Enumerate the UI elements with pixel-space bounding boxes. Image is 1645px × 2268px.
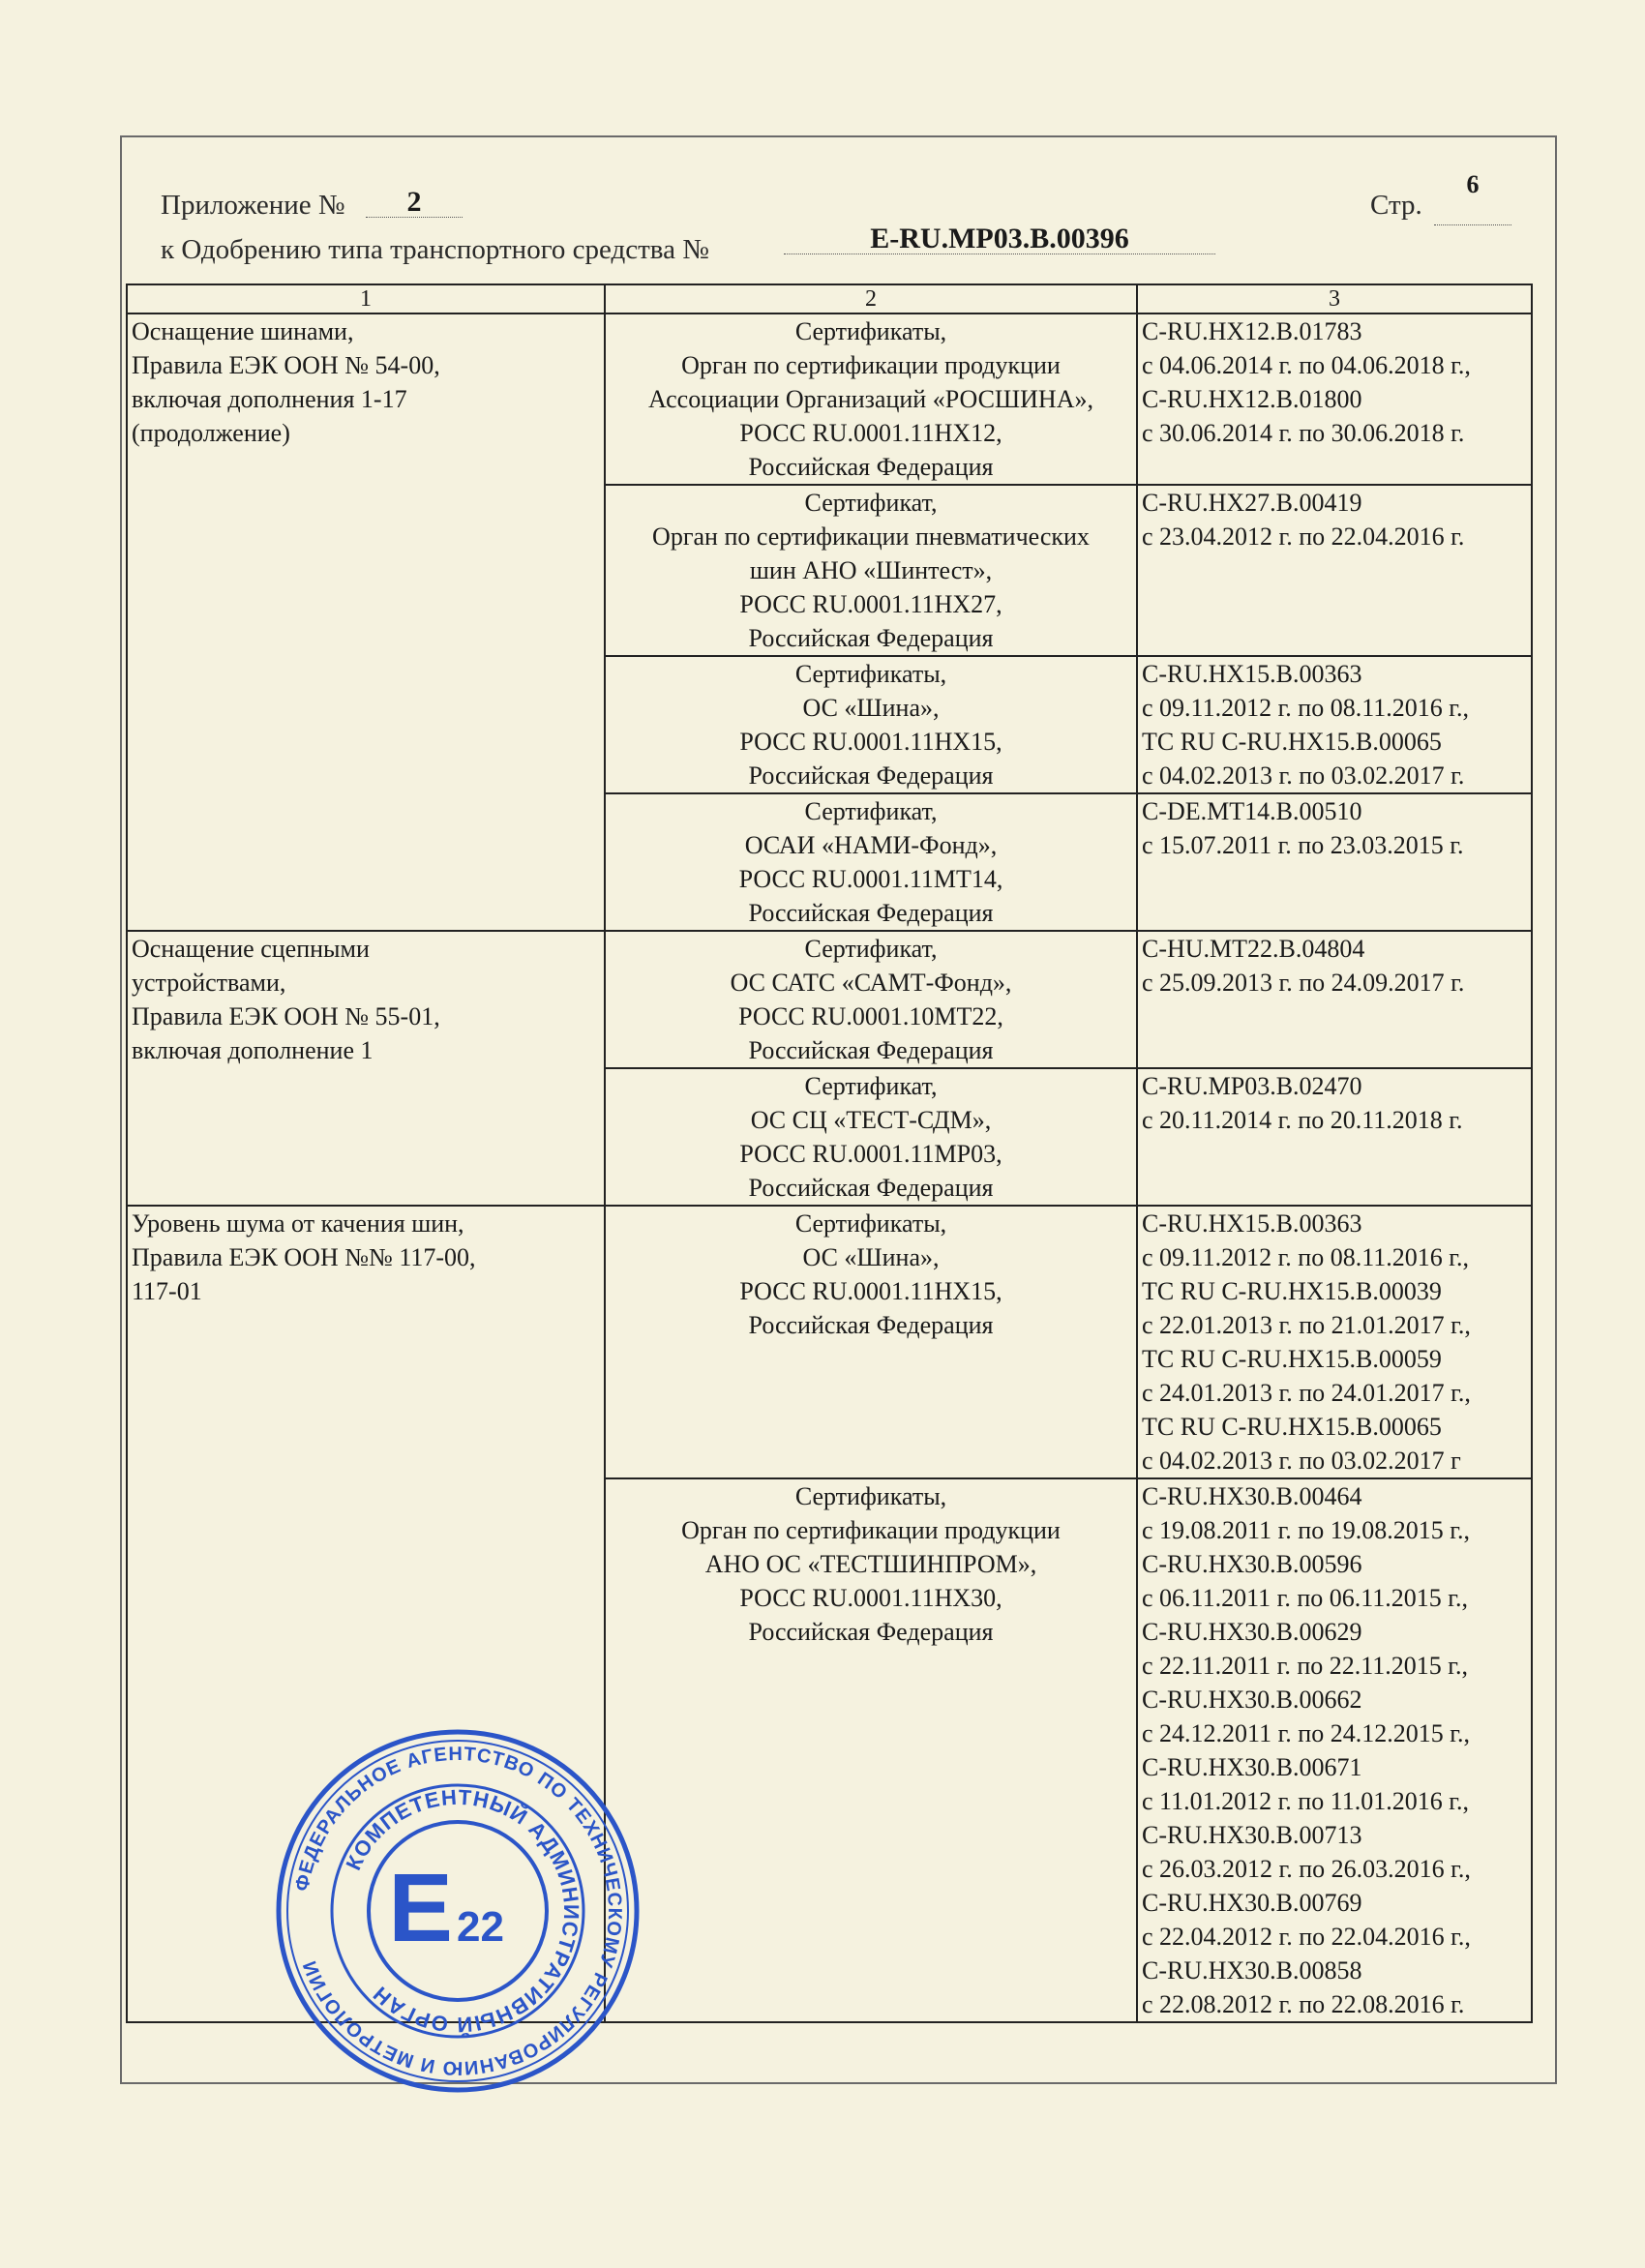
- certifying-body-line: Сертификаты,: [794, 317, 947, 345]
- certificate-line: с 25.09.2013 г. по 24.09.2017 г.: [1142, 969, 1465, 997]
- certifying-body-line: Сертификаты,: [794, 1209, 947, 1238]
- requirement-line: Уровень шума от качения шин,: [132, 1209, 464, 1238]
- certificate-line: C-RU.HX27.B.00419: [1142, 489, 1362, 517]
- certificate-cell: [1137, 485, 1532, 656]
- column-header: 1: [127, 284, 605, 313]
- certificate-line: с 24.12.2011 г. по 24.12.2015 г.,: [1142, 1719, 1470, 1747]
- svg-text:КОМПЕТЕНТНЫЙ АДМИНИСТРАТИВНЫЙ: КОМПЕТЕНТНЫЙ АДМИНИСТРАТИВНЫЙ ОРГАН: [341, 1784, 584, 2038]
- certifying-body-line: Сертификаты,: [794, 1482, 947, 1510]
- certifying-body-line: ОС СЦ «ТЕСТ-СДМ»,: [750, 1106, 992, 1134]
- certifying-body-line: Сертификат,: [804, 935, 938, 963]
- certifying-body-line: РОСС RU.0001.11НХ27,: [739, 590, 1002, 618]
- certifying-body-line: РОСС RU.0001.11НХ30,: [739, 1584, 1002, 1612]
- certifying-body-line: Орган по сертификации пневматических: [652, 522, 1090, 551]
- svg-text:E: E: [388, 1854, 453, 1962]
- certifying-body-line: РОСС RU.0001.11НХ15,: [739, 1277, 1002, 1305]
- certifying-body-line: ОС «Шина»,: [802, 1243, 940, 1271]
- certificate-line: с 23.04.2012 г. по 22.04.2016 г.: [1142, 522, 1465, 551]
- certifying-body-line: ОС «Шина»,: [802, 694, 940, 722]
- requirement-line: (продолжение): [132, 419, 290, 447]
- certificate-line: C-RU.HX30.B.00858: [1142, 1956, 1362, 1984]
- certifying-body-line: Сертификаты,: [794, 660, 947, 688]
- certificate-line: с 06.11.2011 г. по 06.11.2015 г.,: [1142, 1584, 1469, 1612]
- certifying-body-line: Российская Федерация: [748, 1036, 994, 1064]
- table-row: [127, 1206, 1532, 1478]
- certifying-body-line: шин АНО «Шинтест»,: [749, 556, 993, 584]
- certifying-body-cell: [605, 313, 1137, 485]
- certifying-body-line: Российская Федерация: [748, 761, 994, 790]
- certificate-cell: [1137, 656, 1532, 793]
- certificate-line: C-RU.HX30.B.00596: [1142, 1550, 1362, 1578]
- page-label: Стр.: [1370, 190, 1422, 221]
- certificate-cell: [1137, 1206, 1532, 1478]
- certificate-line: с 15.07.2011 г. по 23.03.2015 г.: [1142, 831, 1464, 859]
- requirement-line: устройствами,: [132, 969, 286, 997]
- table-header-row: [127, 284, 1532, 313]
- requirement-line: Правила ЕЭК ООН №№ 117-00,: [132, 1243, 476, 1271]
- requirement-line: 117-01: [132, 1277, 202, 1305]
- certificate-line: C-RU.HX12.B.01783: [1142, 317, 1362, 345]
- appendix-label: Приложение №: [161, 190, 345, 221]
- requirement-line: Правила ЕЭК ООН № 54-00,: [132, 351, 440, 379]
- certifying-body-line: Орган по сертификации продукции: [681, 351, 1061, 379]
- certifying-body-cell: [605, 793, 1137, 931]
- requirement-line: Правила ЕЭК ООН № 55-01,: [132, 1002, 440, 1030]
- certifying-body-line: Сертификат,: [804, 1072, 938, 1100]
- page-number: 6: [1434, 170, 1511, 225]
- official-seal: [273, 1726, 643, 2096]
- certificate-line: TC RU C-RU.HX15.B.00065: [1142, 728, 1442, 756]
- certifying-body-line: Сертификат,: [804, 489, 938, 517]
- certificate-line: C-DE.MT14.B.00510: [1142, 797, 1362, 825]
- certificate-line: с 04.06.2014 г. по 04.06.2018 г.,: [1142, 351, 1471, 379]
- requirement-cell: [127, 313, 605, 931]
- requirement-line: Оснащение шинами,: [132, 317, 354, 345]
- certifying-body-line: Орган по сертификации продукции: [681, 1516, 1061, 1544]
- certifying-body-line: РОСС RU.0001.10МТ22,: [738, 1002, 1003, 1030]
- certificate-line: C-RU.HX30.B.00629: [1142, 1618, 1362, 1646]
- certificate-cell: [1137, 1068, 1532, 1206]
- column-header: 2: [605, 284, 1137, 313]
- certifying-body-cell: [605, 931, 1137, 1068]
- certificate-cell: [1137, 793, 1532, 931]
- certificate-line: с 09.11.2012 г. по 08.11.2016 г.,: [1142, 1243, 1469, 1271]
- certificate-line: с 04.02.2013 г. по 03.02.2017 г.: [1142, 761, 1465, 790]
- certifying-body-cell: [605, 1068, 1137, 1206]
- certificate-cell: [1137, 1478, 1532, 2022]
- svg-text:ФЕДЕРАЛЬНОЕ АГЕНТСТВО ПО ТЕХНИ: ФЕДЕРАЛЬНОЕ АГЕНТСТВО ПО ТЕХНИЧЕСКОМУ РЕГУЛИРОВАНИЮ И МЕТРОЛОГИИ: [291, 1743, 626, 2079]
- certifying-body-line: Российская Федерация: [748, 1174, 994, 1202]
- certificate-line: с 11.01.2012 г. по 11.01.2016 г.,: [1142, 1787, 1469, 1815]
- table-row: [127, 313, 1532, 485]
- requirement-line: Оснащение сцепными: [132, 935, 370, 963]
- certifying-body-line: АНО ОС «ТЕСТШИНПРОМ»,: [704, 1550, 1037, 1578]
- certificate-line: с 22.11.2011 г. по 22.11.2015 г.,: [1142, 1652, 1469, 1680]
- certificate-line: с 22.04.2012 г. по 22.04.2016 г.,: [1142, 1923, 1471, 1951]
- certifying-body-line: РОСС RU.0001.11МТ14,: [738, 865, 1003, 893]
- requirement-line: включая дополнение 1: [132, 1036, 374, 1064]
- certificate-line: с 20.11.2014 г. по 20.11.2018 г.: [1142, 1106, 1463, 1134]
- certificate-line: TC RU C-RU.HX15.B.00039: [1142, 1277, 1442, 1305]
- certificate-cell: [1137, 313, 1532, 485]
- certificate-line: с 04.02.2013 г. по 03.02.2017 г: [1142, 1447, 1461, 1475]
- certificate-line: C-RU.HX15.B.00363: [1142, 1209, 1362, 1238]
- certifying-body-line: Российская Федерация: [748, 1618, 994, 1646]
- certificate-cell: [1137, 931, 1532, 1068]
- certificate-line: TC RU C-RU.HX15.B.00059: [1142, 1345, 1442, 1373]
- certificate-line: C-RU.HX30.B.00662: [1142, 1686, 1362, 1714]
- appendix-number: 2: [366, 188, 463, 218]
- certificate-line: с 22.01.2013 г. по 21.01.2017 г.,: [1142, 1311, 1471, 1339]
- certifying-body-line: РОСС RU.0001.11НХ12,: [739, 419, 1002, 447]
- certificate-line: с 26.03.2012 г. по 26.03.2016 г.,: [1142, 1855, 1471, 1883]
- approval-label: к Одобрению типа транспортного средства №: [161, 234, 709, 265]
- certifying-body-line: Российская Федерация: [748, 453, 994, 481]
- certificate-line: с 24.01.2013 г. по 24.01.2017 г.,: [1142, 1379, 1471, 1407]
- certificate-line: с 09.11.2012 г. по 08.11.2016 г.,: [1142, 694, 1469, 722]
- certifying-body-line: Сертификат,: [804, 797, 938, 825]
- svg-text:22: 22: [457, 1903, 504, 1951]
- certificate-line: C-RU.HX30.B.00769: [1142, 1889, 1362, 1917]
- table-row: [127, 931, 1532, 1068]
- requirement-cell: [127, 931, 605, 1206]
- certifying-body-line: Российская Федерация: [748, 624, 994, 652]
- certificate-line: с 30.06.2014 г. по 30.06.2018 г.: [1142, 419, 1465, 447]
- column-header: 3: [1137, 284, 1532, 313]
- certificate-line: с 19.08.2011 г. по 19.08.2015 г.,: [1142, 1516, 1470, 1544]
- certifying-body-cell: [605, 656, 1137, 793]
- certificate-line: C-RU.HX12.B.01800: [1142, 385, 1362, 413]
- approval-number: E-RU.MP03.B.00396: [784, 224, 1215, 254]
- certifying-body-cell: [605, 1206, 1137, 1478]
- certifying-body-line: Российская Федерация: [748, 899, 994, 927]
- certifying-body-line: РОСС RU.0001.11НХ15,: [739, 728, 1002, 756]
- certifying-body-line: Ассоциации Организаций «РОСШИНА»,: [648, 385, 1093, 413]
- certificate-line: с 22.08.2012 г. по 22.08.2016 г.: [1142, 1990, 1465, 2018]
- certificate-line: C-RU.MP03.B.02470: [1142, 1072, 1362, 1100]
- certificate-line: C-RU.HX30.B.00713: [1142, 1821, 1362, 1849]
- certificate-line: C-HU.MT22.B.04804: [1142, 935, 1365, 963]
- certificate-line: C-RU.HX30.B.00464: [1142, 1482, 1362, 1510]
- certifying-body-line: ОС САТС «САМТ-Фонд»,: [730, 969, 1012, 997]
- certifying-body-cell: [605, 485, 1137, 656]
- certifying-body-line: ОСАИ «НАМИ-Фонд»,: [744, 831, 998, 859]
- certifying-body-cell: [605, 1478, 1137, 2022]
- certificate-line: C-RU.HX30.B.00671: [1142, 1753, 1362, 1781]
- certifying-body-line: РОСС RU.0001.11МР03,: [739, 1140, 1002, 1168]
- certificate-line: TC RU C-RU.HX15.B.00065: [1142, 1413, 1442, 1441]
- certificate-line: C-RU.HX15.B.00363: [1142, 660, 1362, 688]
- requirement-line: включая дополнения 1-17: [132, 385, 407, 413]
- certifying-body-line: Российская Федерация: [748, 1311, 994, 1339]
